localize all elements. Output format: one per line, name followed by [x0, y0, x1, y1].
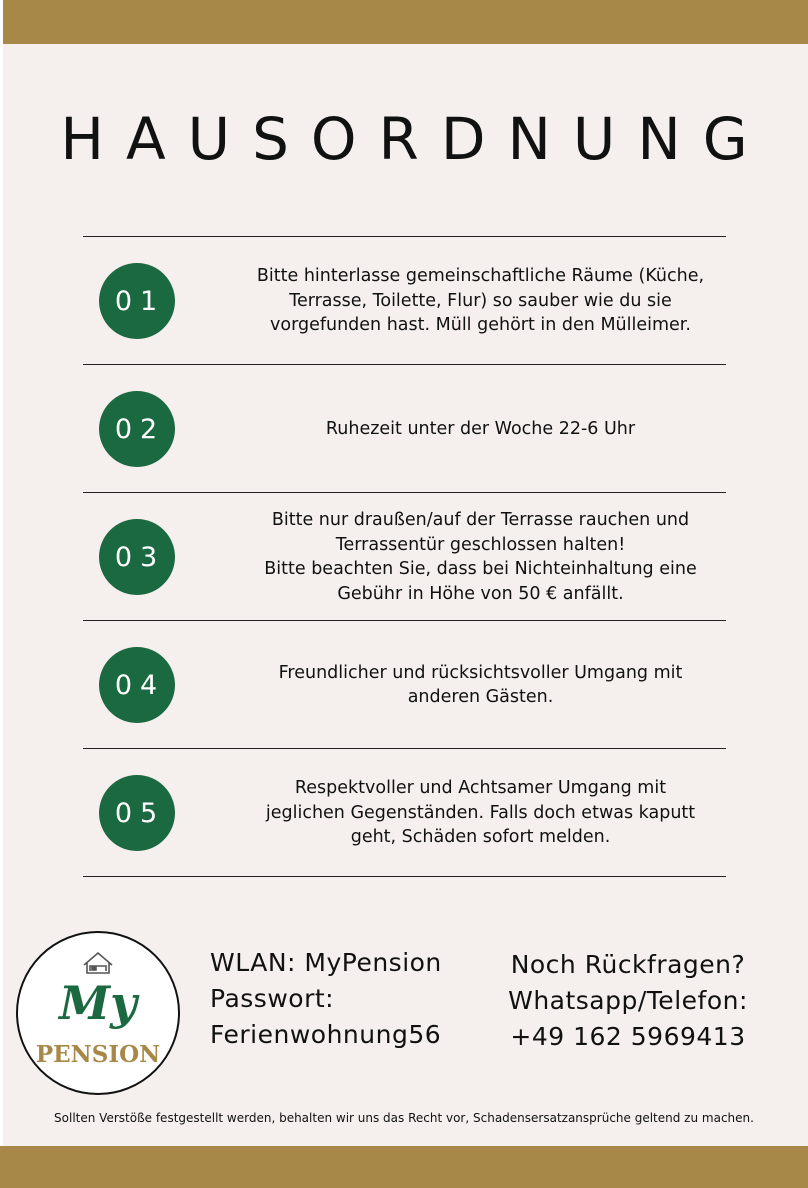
wifi-password-label: Passwort:	[210, 984, 335, 1013]
rule-number-badge: 02	[99, 391, 175, 467]
my-pension-logo	[16, 931, 180, 1095]
rule-number-badge: 04	[99, 647, 175, 723]
rule-text: Respektvoller und Achtsamer Umgang mit jeglichen Gegenständen. Falls doch etwas kaputt geht, Schäden sofort melden.	[265, 778, 696, 848]
logo-word-pension: PENSION	[35, 1041, 161, 1068]
bottom-gold-band	[0, 1146, 808, 1188]
contact-phone: +49 162 5969413	[510, 1022, 746, 1051]
left-edge	[0, 0, 3, 1188]
rule-number-badge: 05	[99, 775, 175, 851]
contact-channel: Whatsapp/Telefon:	[508, 986, 748, 1015]
rule-text: Bitte hinterlasse gemeinschaftliche Räume (Küche, Terrasse, Toilette, Flur) so sauber wie du sie vorgefunden hast. Müll gehört in den Mülleimer.	[256, 266, 705, 336]
top-gold-band	[0, 0, 808, 44]
divider	[83, 876, 726, 877]
rule-number-badge: 01	[99, 263, 175, 339]
logo-word-my: My	[59, 976, 137, 1030]
contact-question: Noch Rückfragen?	[510, 950, 746, 979]
rule-item-2	[83, 365, 726, 493]
rule-text: Freundlicher und rücksichtsvoller Umgang mit anderen Gästen.	[278, 662, 683, 707]
rule-text: Bitte nur draußen/auf der Terrasse rauchen und Terrassentür geschlossen halten! Bitte beachten Sie, dass bei Nichteinhaltung eine Gebühr in Höhe von 50 € anfällt.	[264, 510, 697, 604]
contact-info	[488, 947, 768, 1055]
house-bed-icon	[84, 953, 112, 973]
rule-item-1	[83, 237, 726, 365]
wifi-info	[210, 945, 442, 1053]
wifi-password: Ferienwohnung56	[210, 1020, 442, 1049]
wifi-name: WLAN: MyPension	[210, 948, 442, 977]
rule-item-4	[83, 621, 726, 749]
rule-text: Ruhezeit unter der Woche 22-6 Uhr	[325, 418, 636, 439]
rule-number-badge: 03	[99, 519, 175, 595]
page-title: HAUSORDNUNG	[60, 105, 770, 173]
rule-item-5	[83, 749, 726, 877]
legal-footer: Sollten Verstöße festgestellt werden, behalten wir uns das Recht vor, Schadensersatzansprüche geltend zu machen.	[54, 1111, 754, 1125]
rule-item-3	[83, 493, 726, 621]
